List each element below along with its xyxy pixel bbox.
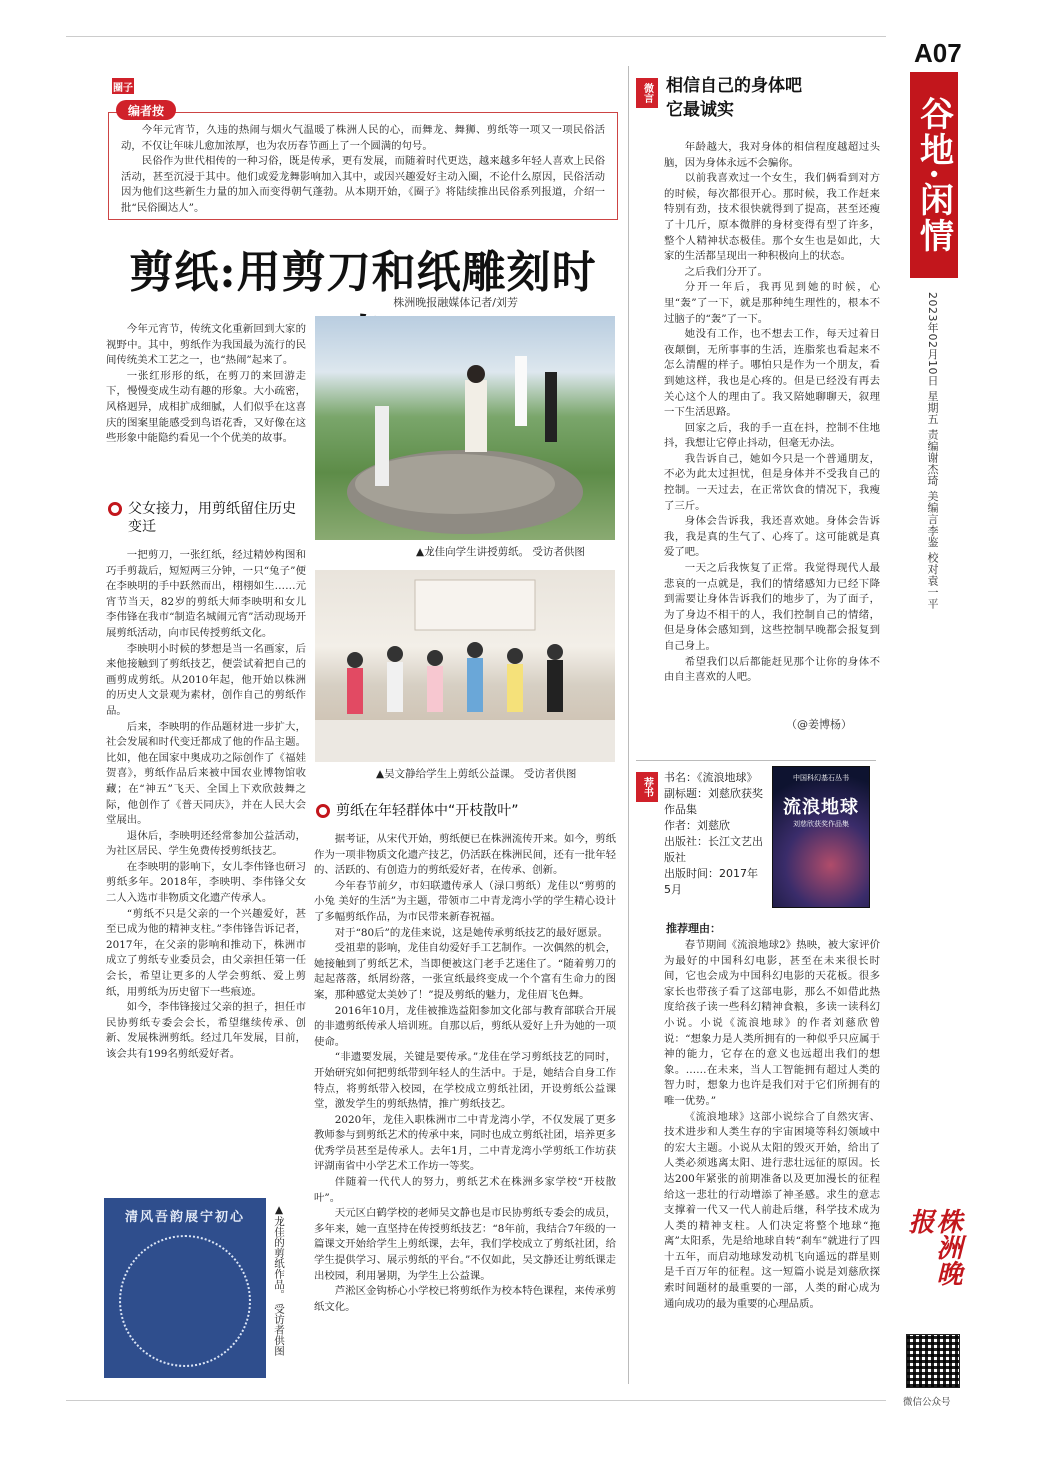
section1-para: 一把剪刀，一张红纸，经过精妙构图和巧手剪裁后，短短两三分钟，一只“兔子”便在李映明的手中跃然而出，栩栩如生……元宵节当天，82岁的剪纸大师李映明和女儿李伟锋在我市“制造名城闹元宵”活动现场开展剪纸活动，向市民传授剪纸文化。 <box>106 549 306 639</box>
column-badge: 圈子 <box>112 78 134 94</box>
essay-para: 年龄越大，我对身体的相信程度越超过头脑，因为身体永远不会骗你。 <box>664 141 880 169</box>
section2-para: 今年春节前夕，市妇联遗传承人（渌口剪纸）龙佳以“剪剪的小兔 美好的生活”为主题，带领市二中青龙湾小学的学生精心设计了多幅剪纸作品，为市民带来新春祝福。 <box>314 879 616 923</box>
essay-title-line: 它最诚实 <box>666 100 734 120</box>
section1-para: 退休后，李映明还经常参加公益活动，为社区居民、学生免费传授剪纸技艺。 <box>106 829 306 858</box>
essay-para: 我告诉自己，她如今只是一个普通朋友，不必为此太过担忧，但是身体并不受我自己的控制。一天过去，在正常饮食的情况下，我瘦了三斤。 <box>664 452 880 512</box>
section-tag: 谷地·闲情 <box>910 72 958 278</box>
section2-para: 2020年，龙佳入职株洲市二中青龙湾小学，不仅发展了更多教师参与到剪纸艺术的传承中来，同时也成立剪纸社团，培养更多优秀学员甚至是传承人。去年1月，二中青龙湾小学剪纸工作坊获评湖南省中小学艺术工作坊一等奖。 <box>314 1113 616 1173</box>
section2-para: 对于“80后”的龙佳来说，这是她传承剪纸技艺的最好愿景。 <box>334 926 609 939</box>
intro-para: 一张红形形的纸，在剪刀的来回游走下，慢慢变成生动有趣的形象。大小疏密，风格迥异，成相扩成细腻，人们似乎在这喜庆的图案里能感受到鸟语花香，又好像在这些形象中能隐约看见一个个优美的故事。 <box>106 369 306 445</box>
papercut-caption: ▲龙佳的剪纸作品。 受访者供图 <box>273 1204 285 1356</box>
masthead-text: 株洲晚报 <box>904 1208 962 1286</box>
essay-para: 希望我们以后都能赶见那个让你的身体不由自主喜欢的人吧。 <box>664 655 880 684</box>
section2-para: 2016年10月，龙佳被推选益阳参加文化部与教育部联合开展的非遗剪纸传承人培训班。自那以后，剪纸从爱好上升为她的一项使命。 <box>314 1004 616 1048</box>
book-author-line: 作者：刘慈欣 <box>664 819 730 832</box>
essay-para: 一天之后我恢复了正常。我觉得现代人最悲哀的一点就是，我们的情绪感知力已经下降到需要让身体告诉我们的地步了，为了面子，为了身边不相干的人，我们控制自己的情绪，但是身体会感知到，这些控制早晚都会报复到自己身上。 <box>664 562 880 652</box>
subheading-2 <box>316 802 616 820</box>
qr-code[interactable] <box>906 1334 960 1388</box>
section1-para: 在李映明的影响下，女儿李伟锋也研习剪纸多年。2018年，李映明、李伟锋父女二人入选市非物质文化遗产传承人。 <box>106 860 306 905</box>
editor-note-box <box>108 112 618 220</box>
photo1-caption: ▲龙佳向学生讲授剪纸。 受访者供图 <box>416 546 585 558</box>
byline: 株洲晚报融媒体记者/刘芳 <box>393 296 518 309</box>
papercut-poem: 清风吾韵展宁初心 <box>124 1210 245 1225</box>
editor-note-label: 编者按 <box>116 100 176 120</box>
subheading-2-text: 剪纸在年轻群体中“开枝散叶” <box>336 803 519 819</box>
section2-para: 伴随着一代代人的努力，剪纸艺术在株洲多家学校“开枝散叶”。 <box>314 1176 616 1204</box>
subheading-1-text: 父女接力，用剪纸留住历史变迁 <box>128 501 296 535</box>
reason-label: 推荐理由： <box>666 922 721 935</box>
book-cover <box>772 766 870 908</box>
essay-author: （@姜博杨） <box>786 718 852 731</box>
bullet-ring-icon <box>316 804 330 818</box>
book-subtitle-line: 副标题：刘慈欣获奖作品集 <box>664 787 763 816</box>
editor-note-para: 民俗作为世代相传的一种习俗，既是传承，更有发展，而随着时代更迭，越来越多年轻人喜欢上民俗活动，甚至沉浸于其中。他们或爱龙舞影响加入其中，或因兴趣爱好主动入圈，不论什么原因，民俗活动因为他们这些新生力量的加入而变得朝气蓬勃。从本期开始，《圈子》将陆续推出民俗系列报道，介绍一批“民俗圈达人”。 <box>121 155 605 214</box>
section1-text <box>106 548 306 1063</box>
issue-meta: 2023年02月10日 星期五 责编谢杰琦 美编言李鉴 校对袁一平 <box>926 292 939 610</box>
qr-label: 微信公众号 <box>903 1397 951 1408</box>
essay-para: 她没有工作，也不想去工作，每天过着日夜颠倒，无所事事的生活，连脂浆也看起来不怎么清醒的样子。哪怕只是作为一个朋友，看到她这样，我也是心疼的。但是已经没有再去关心这个人的理由了。我又陪她聊聊天，叙理一下生活思路。 <box>664 328 880 419</box>
section2-para: 芦淞区金钩桥心小学校已将剪纸作为校本特色课程，来传承剪纸文化。 <box>314 1285 616 1313</box>
intro-text <box>106 322 306 447</box>
essay-title <box>666 74 802 122</box>
reason-text <box>664 938 880 1312</box>
reason-para: 春节期间《流浪地球2》热映，被大家评价为最好的中国科幻电影，甚至在未来很长时间，它也会成为中国科幻电影的天花板。很多家长也带孩子看了这部电影，那么不如借此热度给孩子读一些科幻精神食粮，多读一读科幻小说。小说《流浪地球》的作者刘慈欣曾说：“想象力是人类所拥有的一种似乎只应属于神的能力，它存在的意义也远超出我们的想象。……在未来，当人工智能拥有超过人类的智力时，想象力也许是我们对于它们所拥有的唯一优势。” <box>664 939 880 1107</box>
weiyan-badge: 微言 <box>636 78 658 108</box>
section1-para: 李映明小时候的梦想是当一名画家，后来他接触到了剪纸技艺，便尝试着把自己的画剪成剪纸。从2010年起，他开始以株洲的历史人文景观为素材，创作自己的剪纸作品。 <box>106 642 306 717</box>
essay-para: 身体会告诉我，我还喜欢她。身体会告诉我，我是真的生气了、心疼了。这可能就是真爱了吧。 <box>664 515 880 559</box>
book-publisher-line: 出版社：长江文艺出版社 <box>664 835 763 864</box>
book-cover-series: 中国科幻基石丛书 <box>793 774 849 782</box>
section1-para: 后来，李映明的作品题材进一步扩大，社会发展和时代变迁都成了他的作品主题。比如，他在国家中奥成功之际创作了《福娃贺喜》，剪纸作品后来被中国农业博物馆收藏；在“神五”飞天、全国上下欢欣鼓舞之际，他创作了《普天同庆》，并在人民大会堂展出。 <box>106 720 306 827</box>
section2-para: 据考证，从宋代开始，剪纸便已在株洲流传开来。如今，剪纸作为一项非物质文化遗产技艺，仍活跃在株洲民间，还有一批年轻的、活跃的、有创造力的剪纸爱好者，在传承、创新。 <box>314 833 616 877</box>
section1-para: “剪纸不只是父亲的一个兴趣爱好，甚至已成为他的精神支柱。”李伟锋告诉记者，2017年，在父亲的影响和推动下，株洲市成立了剪纸专业委员会，由父亲担任第一任会长，希望让更多的人学会剪纸、爱上剪纸，用剪纸为历史留下一些痕迹。 <box>106 907 306 998</box>
section2-para: 受祖辈的影响，龙佳自幼爱好手工艺制作。一次偶然的机会，她接触到了剪纸艺术，当即便被这门老手艺迷住了。“随着剪刀的起起落落，纸屑纷落，一张宣纸最终变成一个个富有生命力的图案，那种感觉太美妙了！”提及剪纸的魅力，龙佳眉飞色舞。 <box>314 942 616 1001</box>
intro-para: 今年元宵节，传统文化重新回到大家的视野中。其中，剪纸作为我国最为流行的民间传统美术工艺之一，也“热闹”起来了。 <box>106 323 306 367</box>
photo-teaching-outdoor <box>315 316 615 540</box>
headline: 剪纸:用剪刀和纸雕刻时 <box>129 247 597 298</box>
book-cover-sub: 刘慈欣获奖作品集 <box>793 820 849 828</box>
essay-text <box>664 140 880 686</box>
papercut-lotus-icon <box>119 1235 251 1367</box>
section2-para: “非遗要发展，关键是要传承。”龙佳在学习剪纸技艺的同时，开始研究如何把剪纸带到年轻人的生活中。于是，她结合自身工作特点，将剪纸带入校园，在学校成立剪纸社团，开设剪纸公益课堂，激发学生的剪纸热情，推广剪纸技艺。 <box>314 1051 616 1111</box>
editor-note-para: 今年元宵节，久违的热闹与烟火气温暖了株洲人民的心，而舞龙、舞狮、剪纸等一项又一项民俗活动，不仅让年味儿愈加浓厚，也为农历春节画上了一个圆满的句号。 <box>121 124 605 152</box>
book-date-line: 出版时间：2017年5月 <box>664 867 758 896</box>
reason-para: 《流浪地球》这部小说综合了自然灾害、技术进步和人类生存的宇宙困境等科幻领域中的宏大主题。小说从太阳的毁灭开始，给出了人类必须逃离太阳、进行悲壮远征的原因。长达200年紧张的前期准备以及更加漫长的征程给这一悲壮的行动增添了神圣感。求生的意志支撑着一代又一代人前赴后继，科学技术成为人类的精神支柱。人们决定将整个地球“拖离”太阳系，先是给地球自转“刹车”就进行了四十五年，而启动地球发动机飞向遥远的群星则是千百万年的征程。这一短篇小说是刘慈欣探索时间题材的最重要的一部，人类的耐心成为通向成功的最为重要的心理品质。 <box>664 1110 880 1310</box>
essay-title-line: 相信自己的身体吧 <box>666 76 802 96</box>
page-number: A07 <box>914 38 962 68</box>
essay-para: 以前我喜欢过一个女生，我们俩看到对方的时候，每次都很开心。那时候，我工作赶来特别有劲，技术很快就得到了提高，甚至还瘦了十几斤，原本微胖的身材变得有型了许多，整个人精神状态极佳。那个女生也是如此，大家的生活都呈现出一种积极向上的状态。 <box>664 172 880 263</box>
bullet-ring-icon <box>108 502 122 516</box>
book-meta <box>664 770 764 898</box>
section1-para: 如今，李伟锋接过父亲的担子，担任市民协剪纸专委会会长，希望继续传承、创新、发展株洲剪纸。经过几年发展，目前，该会共有199名剪纸爱好者。 <box>106 1001 306 1060</box>
essay-para: 分开一年后，我再见到她的时候，心里“轰”了一下，就是那种纯生理性的，根本不过脑子的“轰”了一下。 <box>664 281 880 325</box>
essay-para: 回家之后，我的手一直在抖，控制不住地抖，我想让它停止抖动，但毫无办法。 <box>664 421 880 450</box>
photo2-caption: ▲吴文静给学生上剪纸公益课。 受访者供图 <box>376 768 577 780</box>
subheading-1 <box>108 500 308 536</box>
section2-para: 天元区白鹤学校的老师吴文静也是市民协剪纸专委会的成员，多年来，她一直坚持在传授剪纸技艺：“8年前，我结合7年级的一篇课文开始给学生上剪纸课，去年，我们学校成立了剪纸社团，给学生提供学习、展示剪纸的平台。”不仅如此，吴文静还让剪纸课走出校园，利用暑期，为学生上公益课。 <box>314 1207 616 1282</box>
masthead-logo <box>904 1208 962 1300</box>
section2-text <box>314 832 616 1315</box>
papercut-artwork <box>104 1198 266 1378</box>
essay-para: 之后我们分开了。 <box>684 265 768 278</box>
photo-classroom <box>315 570 615 762</box>
book-title-line: 书名：《流浪地球》 <box>664 771 758 784</box>
book-badge: 荐书 <box>636 772 658 802</box>
book-cover-title: 流浪地球 <box>783 797 859 818</box>
